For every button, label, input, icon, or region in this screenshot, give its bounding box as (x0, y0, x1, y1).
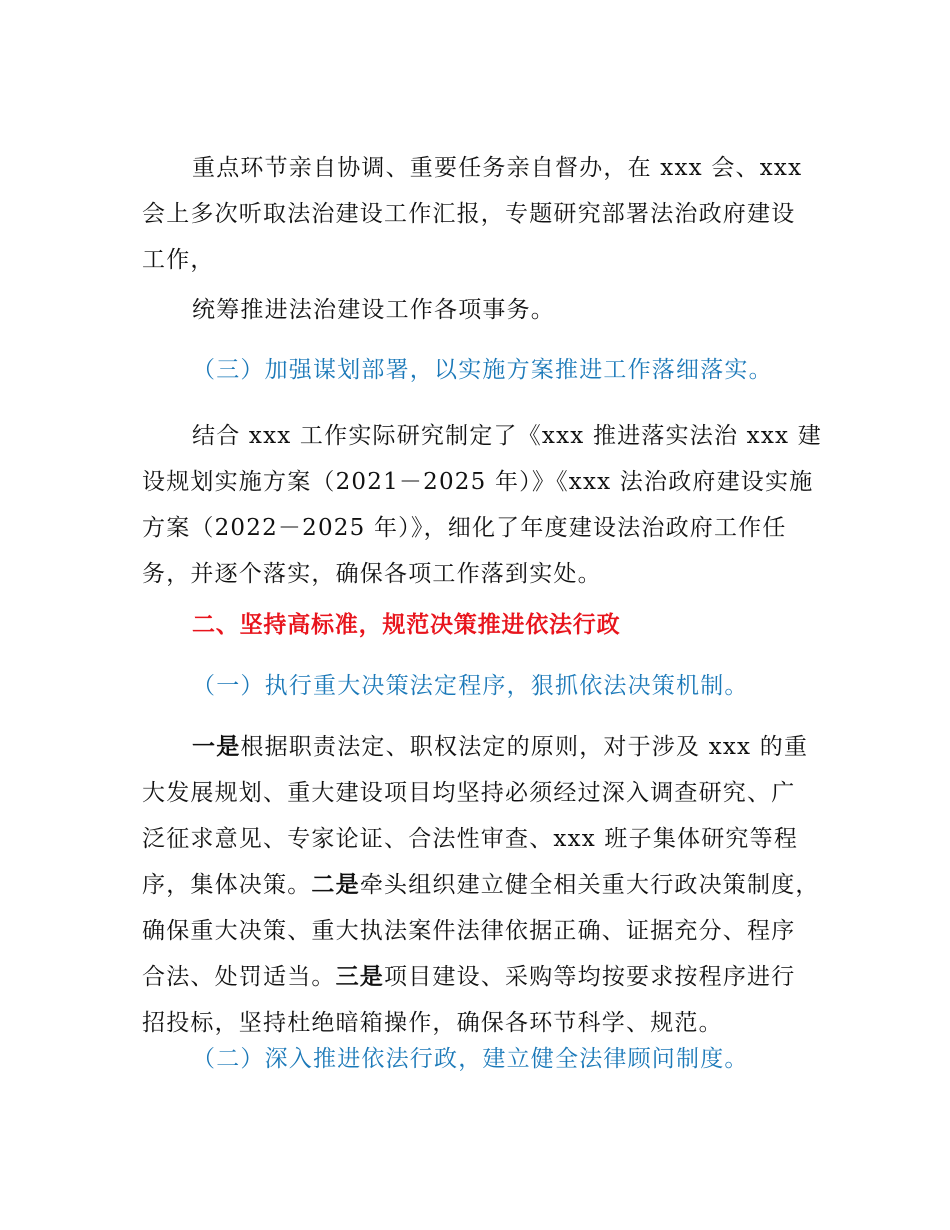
paragraph-line: 方案（2022－2025 年）》，细化了年度建设法治政府工作任 (142, 515, 787, 541)
subheading-two (142, 1036, 822, 1082)
paragraph-line: 会上多次听取法治建设工作汇报，专题研究部署法治政府建设 (142, 201, 796, 227)
paragraph-line (142, 724, 822, 770)
line-text: 根据职责法定、职权法定的原则，对于涉及 xxx 的重 (240, 734, 809, 760)
subheading-one (142, 663, 822, 709)
paragraph-overall-planning (142, 287, 822, 333)
section-heading-two (142, 602, 822, 648)
line-text: 牵头组织建立健全相关重大行政决策制度， (359, 872, 820, 898)
paragraph-line (142, 862, 822, 908)
line-text: 合法、处罚适当。 (142, 964, 336, 990)
heading-text: 二、坚持高标准，规范决策推进依法行政 (192, 612, 621, 638)
paragraph-line: 确保重大决策、重大执法案件法律依据正确、证据充分、程序 (142, 918, 796, 944)
paragraph-line: 务，并逐个落实，确保各项工作落到实处。 (142, 561, 602, 587)
line-text: 序，集体决策。 (142, 872, 312, 898)
subheading-text: （三）加强谋划部署，以实施方案推进工作落细落实。 (192, 357, 773, 383)
paragraph-line: 工作， (142, 247, 215, 273)
lead-second: 二是 (311, 872, 360, 898)
paragraph-coordination (142, 145, 822, 283)
line-text: 项目建设、采购等均按要求按程序进行 (384, 964, 796, 990)
lead-third: 三是 (335, 964, 385, 990)
paragraph-line (142, 954, 822, 1000)
paragraph-line: 结合 xxx 工作实际研究制定了《xxx 推进落实法治 xxx 建 (192, 423, 822, 449)
paragraph-line: 招投标，坚持杜绝暗箱操作，确保各环节科学、规范。 (142, 1010, 723, 1036)
paragraph-line: 泛征求意见、专家论证、合法性审查、xxx 班子集体研究等程 (142, 826, 799, 852)
paragraph-line: 大发展规划、重大建设项目均坚持必须经过深入调查研究、广 (142, 780, 796, 806)
subheading-text: （二）深入推进依法行政，建立健全法律顾问制度。 (192, 1046, 749, 1072)
paragraph-line: 重点环节亲自协调、重要任务亲自督办，在 xxx 会、xxx (192, 155, 803, 181)
paragraph-implementation-plan (142, 413, 822, 597)
paragraph-decision-making (142, 724, 822, 1046)
paragraph-line: 统筹推进法治建设工作各项事务。 (192, 297, 555, 323)
paragraph-line: 设规划实施方案（2021－2025 年）》《xxx 法治政府建设实施 (142, 469, 814, 495)
subheading-three (142, 347, 822, 393)
subheading-text: （一）执行重大决策法定程序，狠抓依法决策机制。 (192, 673, 749, 699)
lead-first: 一是 (192, 734, 241, 760)
